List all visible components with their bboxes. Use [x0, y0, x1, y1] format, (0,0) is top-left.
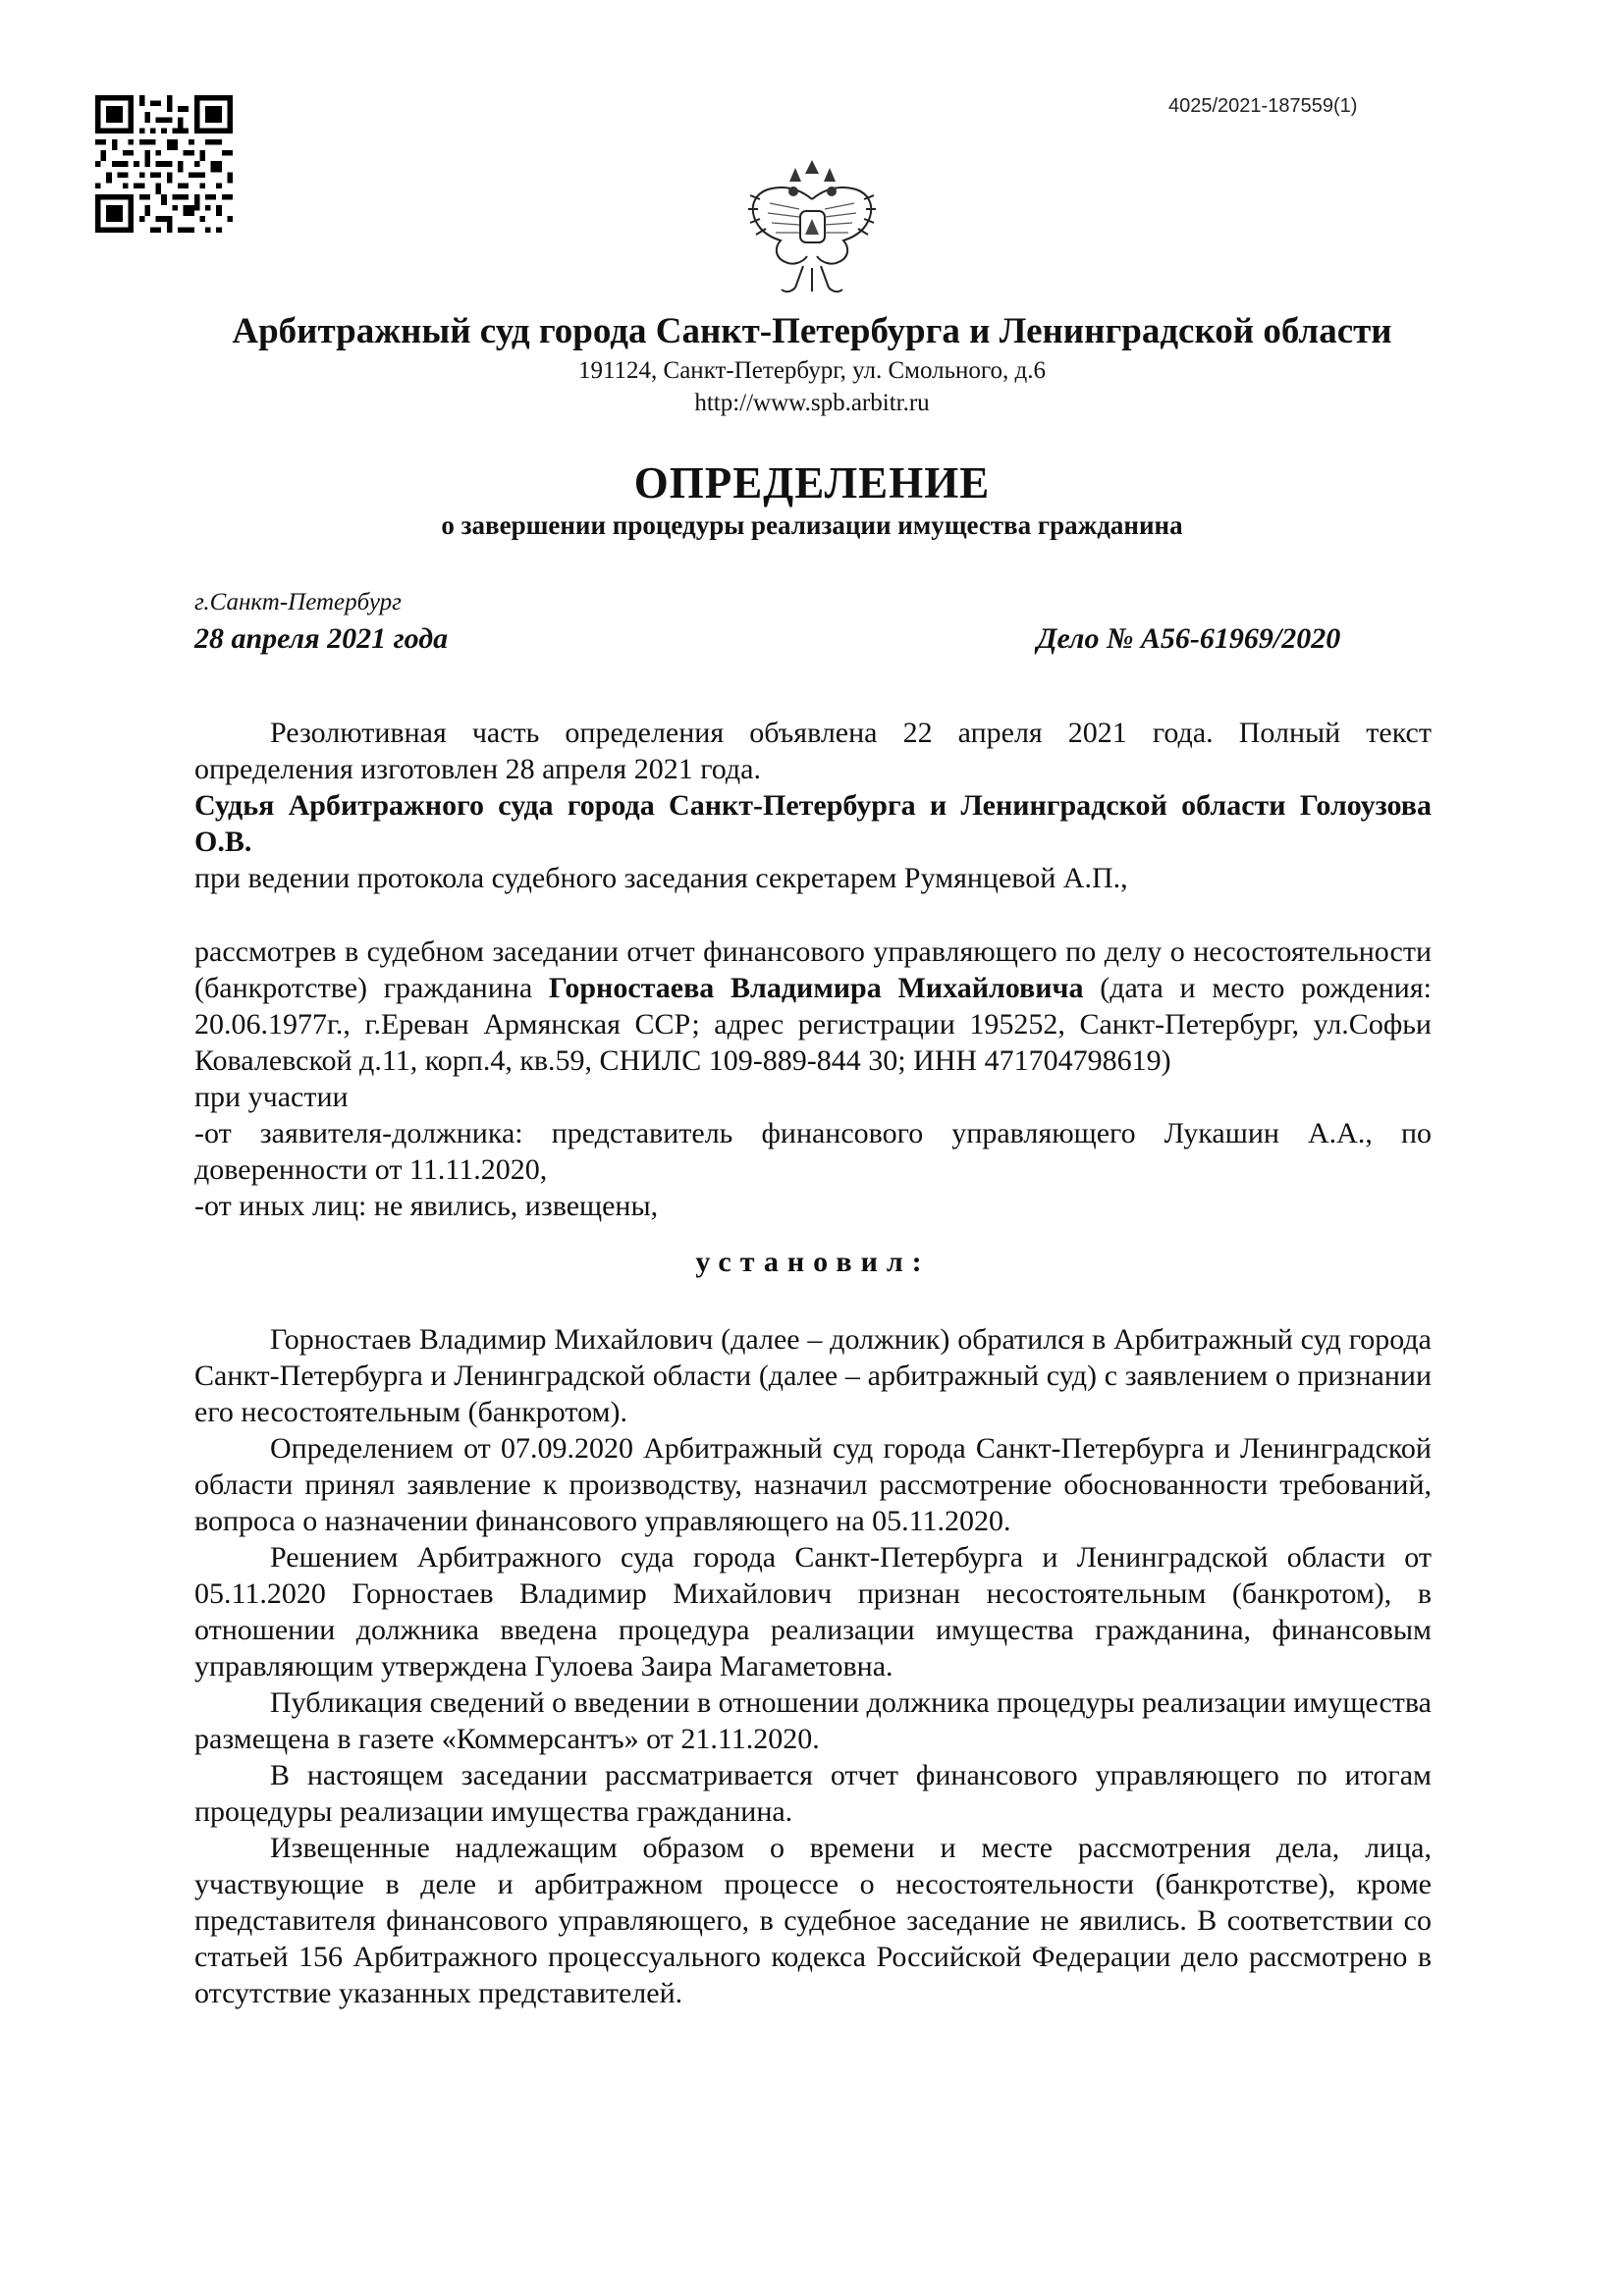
others-line: -от иных лиц: не явились, извещены, — [194, 1190, 659, 1222]
established-heading: установил: — [695, 1246, 931, 1278]
considered-paragraph: рассмотрев в судебном заседании отчет финансового управляющего по делу о несостоятельности (банкротстве) гражданина Горностаева Владимира Михайловича (дата и место рождения: 20.06.1977г., г.Ереван Армянская ССР; адрес регистрации 195252, Санкт-Петербург, ул.Софьи Ковалевской д.11, корп.4, кв.59, СНИЛС 109-889-844 30; ИНН 471704798619) — [194, 935, 1432, 1077]
coat-of-arms-icon — [746, 160, 879, 297]
body-paragraph: В настоящем заседании рассматривается отчет финансового управляющего по итогам процедуры реализации имущества гражданина. — [194, 1759, 1432, 1828]
document-title: ОПРЕДЕЛЕНИЕ — [633, 458, 991, 507]
body-paragraph: Извещенные надлежащим образом о времени и месте рассмотрения дела, лица, участвующие в деле и арбитражном процессе о несостоятельности (банкротстве), кроме представителя финансового управляющего, в судебное заседание не явились. В соответствии со статьей 156 Арбитражного процессуального кодекса Российской Федерации дело рассмотрено в отсутствие указанных представителей. — [194, 1832, 1432, 2009]
announcement-paragraph: Резолютивная часть определения объявлена 22 апреля 2021 года. Полный текст определения изготовлен 28 апреля 2021 года. — [194, 717, 1432, 785]
document-body — [194, 715, 1432, 2011]
city: г.Санкт-Петербург — [194, 589, 402, 615]
document-number: 4025/2021-187559(1) — [1168, 95, 1358, 117]
decision-date: 28 апреля 2021 года — [194, 622, 449, 655]
body-paragraph: Публикация сведений о введении в отношении должника процедуры реализации имущества размещена в газете «Коммерсантъ» от 21.11.2020. — [194, 1686, 1432, 1755]
body-paragraph: Определением от 07.09.2020 Арбитражный суд города Санкт-Петербурга и Ленинградской области принял заявление к производству, назначил рассмотрение обоснованности требований, вопроса о назначении финансового управляющего на 05.11.2020. — [194, 1432, 1432, 1537]
applicant-line: -от заявителя-должника: представитель финансового управляющего Лукашин А.А., по доверенности от 11.11.2020, — [194, 1117, 1432, 1186]
participation-line: при участии — [194, 1081, 349, 1113]
body-paragraph: Решением Арбитражного суда города Санкт-Петербурга и Ленинградской области от 05.11.2020 Горностаев Владимир Михайлович признан несостоятельным (банкротом), в отношении должника введена процедура реализации имущества гражданина, финансовым управляющим утверждена Гулоева Заира Магаметовна. — [194, 1541, 1432, 1682]
qr-code — [95, 95, 233, 233]
document-subtitle: о завершении процедуры реализации имущества гражданина — [441, 510, 1183, 540]
judge-line: Судья Арбитражного суда города Санкт-Петербурга и Ленинградской области Голоузова О.В. — [194, 789, 1432, 858]
body-paragraph: Горностаев Владимир Михайлович (далее – должник) обратился в Арбитражный суд города Санкт-Петербурга и Ленинградской области (далее – арбитражный суд) с заявлением о признании его несостоятельным (банкротом). — [194, 1323, 1432, 1428]
debtor-name: Горностаева Владимира Михайловича — [548, 972, 1084, 1004]
court-address: 191124, Санкт-Петербург, ул. Смольного, д.6 — [577, 357, 1047, 384]
case-number: Дело № А56-61969/2020 — [1037, 622, 1341, 655]
secretary-line: при ведении протокола судебного заседания секретарем Румянцевой А.П., — [194, 862, 1128, 894]
court-name: Арбитражный суд города Санкт-Петербурга и Ленинградской области — [232, 311, 1392, 351]
court-website[interactable]: http://www.spb.arbitr.ru — [694, 390, 930, 416]
